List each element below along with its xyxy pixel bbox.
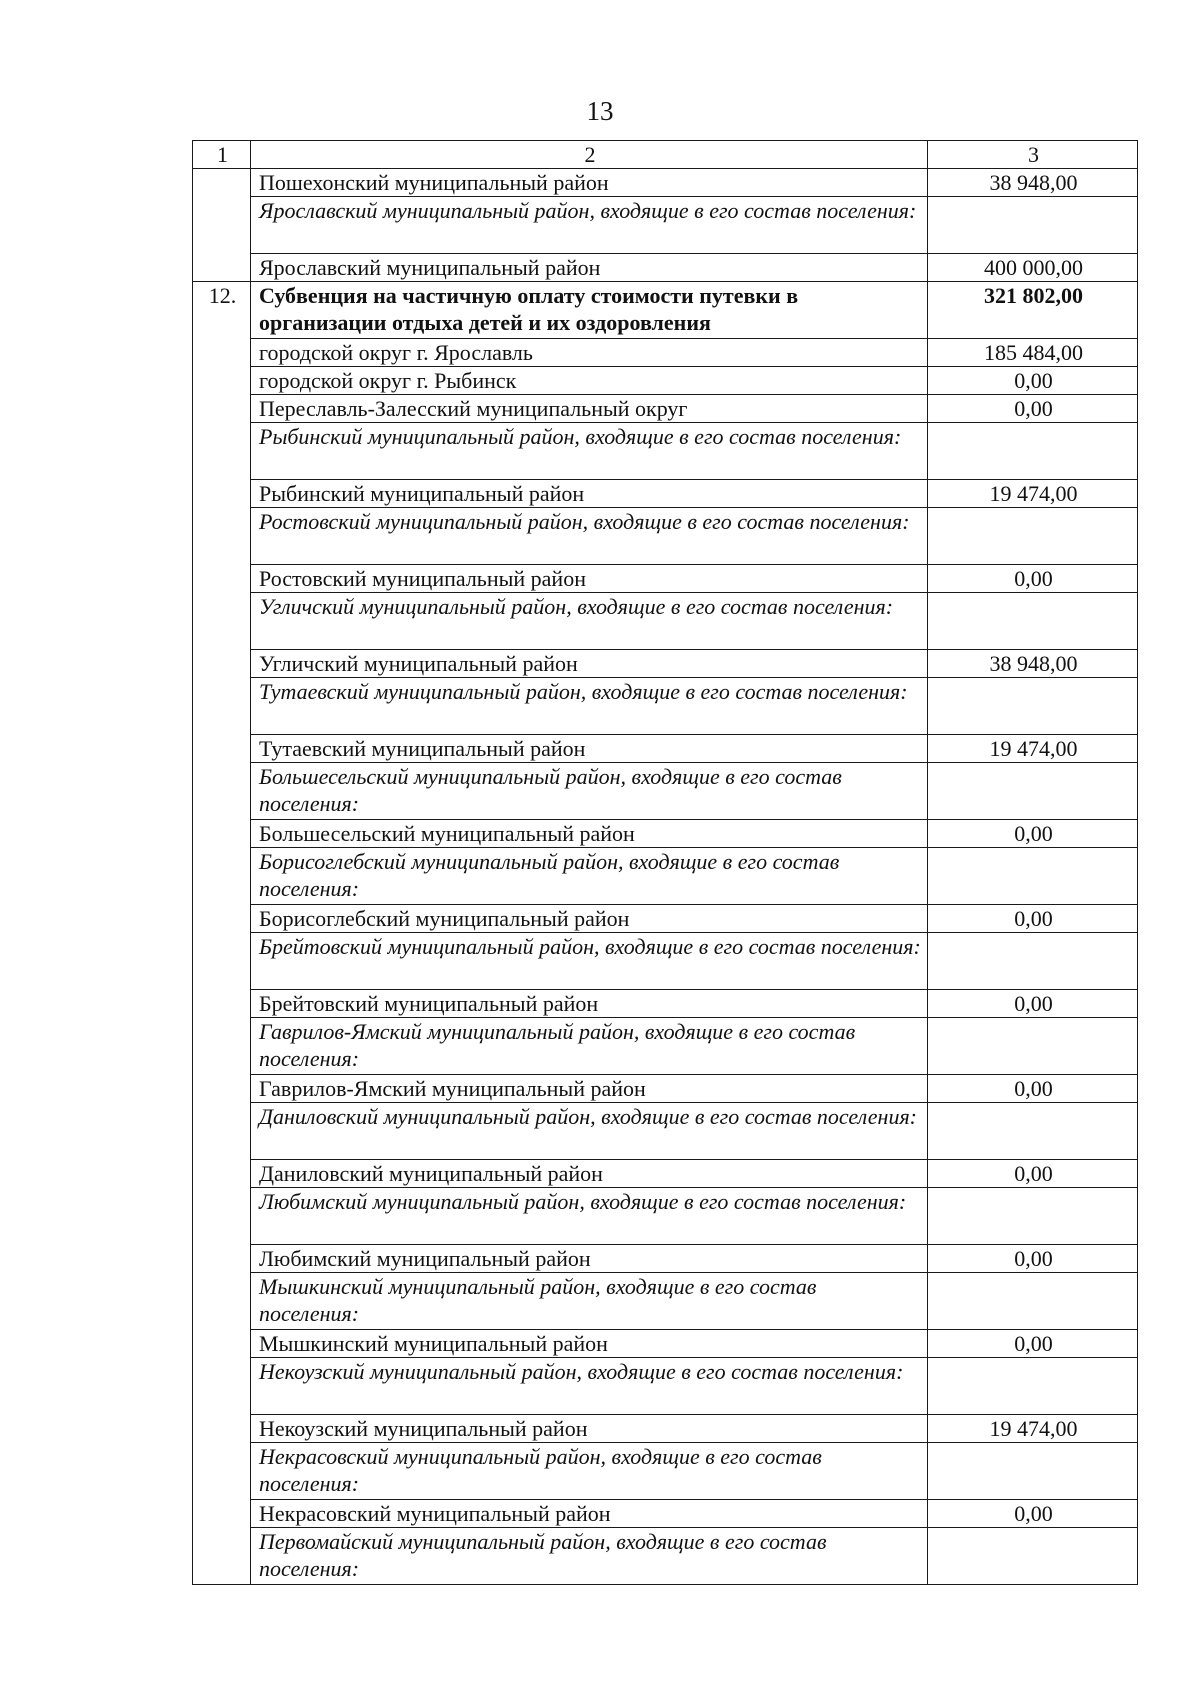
table-row bbox=[193, 763, 1138, 820]
row-value-cell: 38 948,00 bbox=[928, 169, 1138, 197]
row-name-cell: Некоузский муниципальный район bbox=[251, 1415, 928, 1443]
row-index-cell bbox=[193, 1075, 251, 1103]
row-index-cell bbox=[193, 1443, 251, 1500]
row-name-cell: Первомайский муниципальный район, входящие в его состав поселения: bbox=[251, 1528, 928, 1585]
page-number: 13 bbox=[586, 96, 614, 126]
row-index-cell bbox=[193, 1415, 251, 1443]
row-name-cell: Угличский муниципальный район, входящие в его состав поселения: bbox=[251, 593, 928, 650]
table-row bbox=[193, 1273, 1138, 1330]
header-col-1: 1 bbox=[193, 141, 251, 169]
row-name-cell: Большесельский муниципальный район bbox=[251, 820, 928, 848]
row-value-cell: 38 948,00 bbox=[928, 650, 1138, 678]
row-index-cell bbox=[193, 593, 251, 650]
table-row bbox=[193, 254, 1138, 282]
row-name-cell: Даниловский муниципальный район bbox=[251, 1160, 928, 1188]
row-value-cell: 0,00 bbox=[928, 1245, 1138, 1273]
row-name-cell: Ярославский муниципальный район bbox=[251, 254, 928, 282]
table-row bbox=[193, 593, 1138, 650]
row-name-cell: Субвенция на частичную оплату стоимости путевки в организации отдыха детей и их оздоровления bbox=[251, 282, 928, 339]
table-row bbox=[193, 1018, 1138, 1075]
table-row bbox=[193, 990, 1138, 1018]
row-name-cell: Переславль-Залесский муниципальный округ bbox=[251, 395, 928, 423]
row-value-cell bbox=[928, 1358, 1138, 1415]
row-name-cell: Тутаевский муниципальный район, входящие в его состав поселения: bbox=[251, 678, 928, 735]
row-index-cell bbox=[193, 254, 251, 282]
row-value-cell bbox=[928, 933, 1138, 990]
row-value-cell: 0,00 bbox=[928, 565, 1138, 593]
table-row bbox=[193, 1103, 1138, 1160]
row-value-cell bbox=[928, 678, 1138, 735]
row-value-cell: 0,00 bbox=[928, 395, 1138, 423]
row-value-cell bbox=[928, 848, 1138, 905]
row-index-cell bbox=[193, 820, 251, 848]
row-value-cell bbox=[928, 763, 1138, 820]
table-row bbox=[193, 1330, 1138, 1358]
header-col-3: 3 bbox=[928, 141, 1138, 169]
table-row bbox=[193, 905, 1138, 933]
table-row bbox=[193, 1188, 1138, 1245]
row-name-cell: Пошехонский муниципальный район bbox=[251, 169, 928, 197]
row-index-cell bbox=[193, 339, 251, 367]
table-row bbox=[193, 565, 1138, 593]
row-index-cell bbox=[193, 678, 251, 735]
row-value-cell bbox=[928, 1018, 1138, 1075]
row-value-cell: 185 484,00 bbox=[928, 339, 1138, 367]
table-row bbox=[193, 339, 1138, 367]
table-row bbox=[193, 1245, 1138, 1273]
row-value-cell: 0,00 bbox=[928, 990, 1138, 1018]
row-index-cell bbox=[193, 1245, 251, 1273]
table-row bbox=[193, 367, 1138, 395]
table-row bbox=[193, 282, 1138, 339]
row-index-cell bbox=[193, 905, 251, 933]
row-index-cell bbox=[193, 565, 251, 593]
row-name-cell: Некоузский муниципальный район, входящие в его состав поселения: bbox=[251, 1358, 928, 1415]
subsidy-table bbox=[192, 140, 1138, 1585]
row-value-cell: 0,00 bbox=[928, 1160, 1138, 1188]
table-row bbox=[193, 1415, 1138, 1443]
row-name-cell: Борисоглебский муниципальный район, входящие в его состав поселения: bbox=[251, 848, 928, 905]
table-row bbox=[193, 1528, 1138, 1585]
table-row bbox=[193, 395, 1138, 423]
row-name-cell: Рыбинский муниципальный район, входящие в его состав поселения: bbox=[251, 423, 928, 480]
row-value-cell: 0,00 bbox=[928, 1330, 1138, 1358]
row-index-cell bbox=[193, 1103, 251, 1160]
table-row bbox=[193, 650, 1138, 678]
row-name-cell: Гаврилов-Ямский муниципальный район bbox=[251, 1075, 928, 1103]
row-index-cell bbox=[193, 735, 251, 763]
row-value-cell: 321 802,00 bbox=[928, 282, 1138, 339]
row-index-cell bbox=[193, 395, 251, 423]
table-row bbox=[193, 933, 1138, 990]
row-value-cell: 0,00 bbox=[928, 1500, 1138, 1528]
row-name-cell: Мышкинский муниципальный район, входящие в его состав поселения: bbox=[251, 1273, 928, 1330]
row-name-cell: Ростовский муниципальный район, входящие в его состав поселения: bbox=[251, 508, 928, 565]
table-row bbox=[193, 169, 1138, 197]
table-body bbox=[193, 141, 1138, 1585]
row-value-cell bbox=[928, 1188, 1138, 1245]
row-name-cell: Угличский муниципальный район bbox=[251, 650, 928, 678]
row-index-cell bbox=[193, 1188, 251, 1245]
row-value-cell: 400 000,00 bbox=[928, 254, 1138, 282]
row-index-cell: 12. bbox=[193, 282, 251, 339]
row-index-cell bbox=[193, 1160, 251, 1188]
table-row bbox=[193, 1500, 1138, 1528]
row-value-cell: 0,00 bbox=[928, 1075, 1138, 1103]
row-index-cell bbox=[193, 169, 251, 197]
row-index-cell bbox=[193, 763, 251, 820]
header-col-2: 2 bbox=[251, 141, 928, 169]
row-value-cell: 0,00 bbox=[928, 367, 1138, 395]
row-name-cell: Любимский муниципальный район, входящие в его состав поселения: bbox=[251, 1188, 928, 1245]
row-name-cell: Брейтовский муниципальный район bbox=[251, 990, 928, 1018]
row-name-cell: Даниловский муниципальный район, входящие в его состав поселения: bbox=[251, 1103, 928, 1160]
table-row bbox=[193, 848, 1138, 905]
row-name-cell: Гаврилов-Ямский муниципальный район, входящие в его состав поселения: bbox=[251, 1018, 928, 1075]
row-name-cell: Мышкинский муниципальный район bbox=[251, 1330, 928, 1358]
row-index-cell bbox=[193, 480, 251, 508]
table-row bbox=[193, 423, 1138, 480]
table-header-row bbox=[193, 141, 1138, 169]
row-value-cell bbox=[928, 1103, 1138, 1160]
row-value-cell bbox=[928, 1528, 1138, 1585]
row-index-cell bbox=[193, 1273, 251, 1330]
row-value-cell bbox=[928, 1443, 1138, 1500]
row-value-cell: 19 474,00 bbox=[928, 480, 1138, 508]
table-row bbox=[193, 1358, 1138, 1415]
table-row bbox=[193, 735, 1138, 763]
row-name-cell: Брейтовский муниципальный район, входящие в его состав поселения: bbox=[251, 933, 928, 990]
row-value-cell: 19 474,00 bbox=[928, 1415, 1138, 1443]
table-row bbox=[193, 480, 1138, 508]
row-name-cell: городской округ г. Ярославль bbox=[251, 339, 928, 367]
row-name-cell: Борисоглебский муниципальный район bbox=[251, 905, 928, 933]
row-index-cell bbox=[193, 1528, 251, 1585]
row-name-cell: Ростовский муниципальный район bbox=[251, 565, 928, 593]
row-index-cell bbox=[193, 1018, 251, 1075]
row-name-cell: Ярославский муниципальный район, входящие в его состав поселения: bbox=[251, 197, 928, 254]
table-row bbox=[193, 1075, 1138, 1103]
row-value-cell: 0,00 bbox=[928, 905, 1138, 933]
row-index-cell bbox=[193, 423, 251, 480]
row-index-cell bbox=[193, 848, 251, 905]
row-name-cell: Некрасовский муниципальный район bbox=[251, 1500, 928, 1528]
row-name-cell: городской округ г. Рыбинск bbox=[251, 367, 928, 395]
table-row bbox=[193, 508, 1138, 565]
row-name-cell: Некрасовский муниципальный район, входящие в его состав поселения: bbox=[251, 1443, 928, 1500]
row-value-cell bbox=[928, 593, 1138, 650]
row-value-cell bbox=[928, 508, 1138, 565]
row-index-cell bbox=[193, 367, 251, 395]
row-index-cell bbox=[193, 197, 251, 254]
table-row bbox=[193, 820, 1138, 848]
row-index-cell bbox=[193, 508, 251, 565]
row-name-cell: Рыбинский муниципальный район bbox=[251, 480, 928, 508]
row-index-cell bbox=[193, 933, 251, 990]
table-row bbox=[193, 197, 1138, 254]
row-index-cell bbox=[193, 1500, 251, 1528]
row-value-cell bbox=[928, 423, 1138, 480]
row-index-cell bbox=[193, 1358, 251, 1415]
row-name-cell: Любимский муниципальный район bbox=[251, 1245, 928, 1273]
row-index-cell bbox=[193, 990, 251, 1018]
row-value-cell: 19 474,00 bbox=[928, 735, 1138, 763]
row-value-cell: 0,00 bbox=[928, 820, 1138, 848]
row-value-cell bbox=[928, 1273, 1138, 1330]
table-row bbox=[193, 1443, 1138, 1500]
table-row bbox=[193, 678, 1138, 735]
row-name-cell: Большесельский муниципальный район, входящие в его состав поселения: bbox=[251, 763, 928, 820]
row-value-cell bbox=[928, 197, 1138, 254]
table-row bbox=[193, 1160, 1138, 1188]
row-name-cell: Тутаевский муниципальный район bbox=[251, 735, 928, 763]
row-index-cell bbox=[193, 1330, 251, 1358]
row-index-cell bbox=[193, 650, 251, 678]
